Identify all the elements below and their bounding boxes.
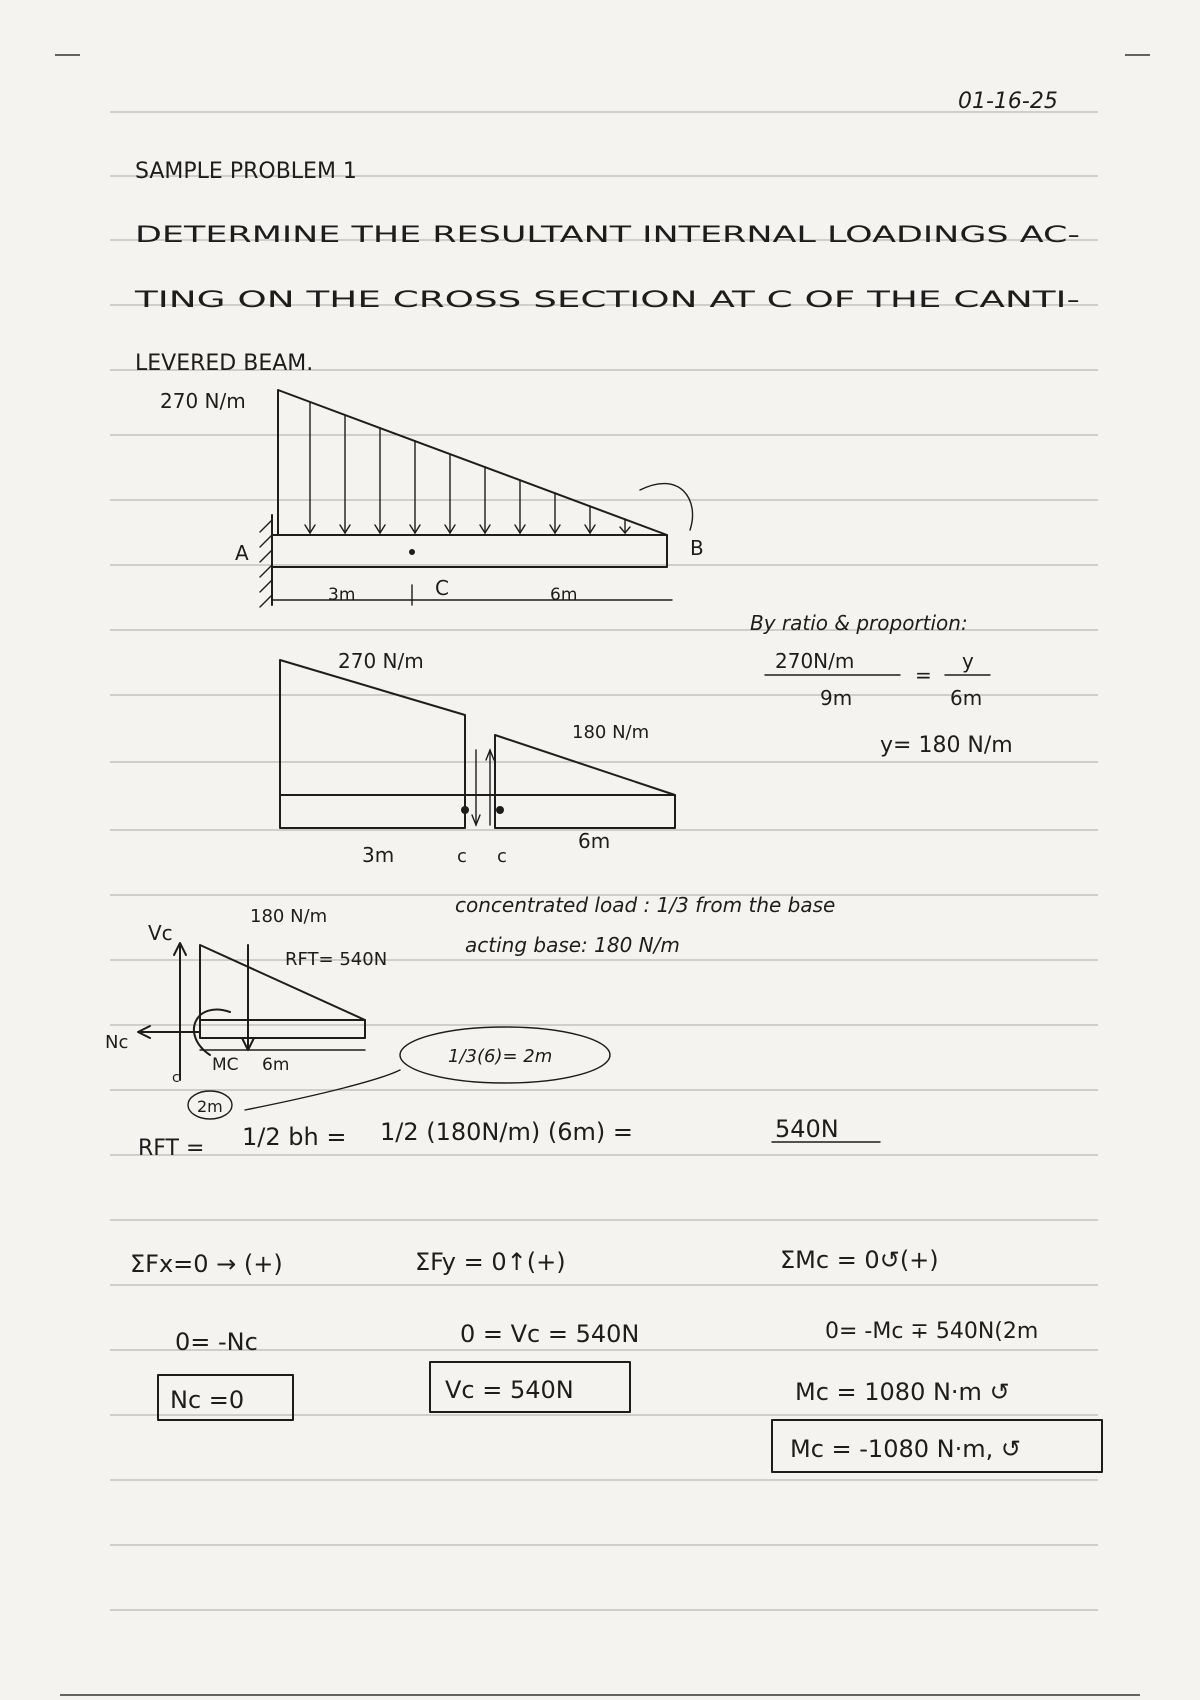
note-third: 1/3(6)= 2m [448,1046,553,1067]
fig3-mc-label: MC [212,1055,239,1075]
fig1-point-b: B [690,536,704,560]
fig1-dim-right: 6m [550,585,578,605]
fig3-load-label: 180 N/m [250,906,328,927]
cantilever-beam-figure [260,390,693,607]
resultant-formula: 1/2 bh = [242,1123,347,1151]
proportion-equals: = [915,663,932,687]
fig2-load-left: 270 N/m [338,649,424,673]
vc-answer: Vc = 540N [445,1376,574,1404]
fig1-point-a: A [235,541,249,565]
fig2-point-c1: c [457,846,467,867]
mc-answer: Mc = -1080 N·m, ↺ [790,1435,1021,1463]
fig3-vc-label: Vc [148,921,173,945]
right-segment-load [495,735,675,828]
fig1-point-c: C [435,576,449,600]
left-segment-load [280,660,465,828]
fixed-support-hatch [260,520,272,607]
fig1-dim-left: 3m [328,585,356,605]
problem-title: SAMPLE PROBLEM 1 [135,159,357,184]
resultant-value: 540N [775,1115,839,1143]
problem-line-2: TING ON THE CROSS SECTION AT C OF THE CANTI- [133,288,1080,313]
resultant-lhs: RFT = [138,1136,205,1161]
fig3-arm-label: 2m [197,1097,223,1116]
sum-fx-step: 0= -Nc [175,1328,258,1356]
date-text: 01-16-25 [958,89,1058,114]
sum-mc-equation: ΣMc = 0↺(+) [780,1246,939,1274]
triangular-load-outline [278,390,667,535]
mc-intermediate: Mc = 1080 N·m ↺ [795,1378,1010,1406]
fig3-dim-label: 6m [262,1055,290,1075]
note-concentrated: concentrated load : 1/3 from the base [455,893,836,917]
load-arrows [305,402,630,533]
fig3-nc-label: Nc [105,1032,129,1053]
fig2-dim-left: 3m [362,843,395,867]
proportion-num-right: y [962,649,974,673]
sum-fy-step: 0 = Vc = 540N [460,1320,640,1348]
resultant-middle: 1/2 (180N/m) (6m) = [380,1118,633,1146]
sum-mc-step: 0= -Mc ∓ 540N(2m [825,1319,1039,1344]
nc-answer: Nc =0 [170,1386,245,1414]
proportion-result: y= 180 N/m [880,733,1013,758]
fig3-c-label: c [172,1070,180,1086]
proportion-den-left: 9m [820,686,853,710]
sectioned-load-figure [280,660,675,828]
proportion-heading: By ratio & proportion: [750,611,968,635]
fig2-load-right: 180 N/m [572,722,650,743]
fig3-resultant-label: RFT= 540N [285,949,388,970]
note-acting: acting base: 180 N/m [465,933,680,957]
proportion-den-right: 6m [950,686,983,710]
problem-line-3: LEVERED BEAM. [135,351,314,376]
fig2-point-c2: c [497,846,507,867]
proportion-num-left: 270N/m [775,649,855,673]
fig1-load-label: 270 N/m [160,389,246,413]
problem-line-1: DETERMINE THE RESULTANT INTERNAL LOADINGS AC- [135,223,1080,248]
beam [272,535,667,567]
sum-fy-equation: ΣFy = 0↑(+) [415,1248,566,1276]
fbd-beam [200,1020,365,1038]
sum-fx-equation: ΣFx=0 → (+) [130,1250,283,1278]
fig2-dim-right: 6m [578,829,611,853]
